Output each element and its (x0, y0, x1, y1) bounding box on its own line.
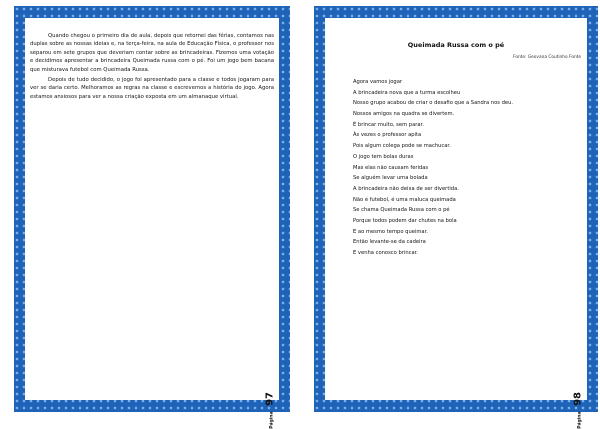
right-page (314, 6, 598, 429)
poem-line: Nossos amigos na quadra se divertem. (353, 111, 455, 118)
story-paragraph-2: Depois de tudo decidido, o jogo foi apresentado para a classe e todos jogaram para ver se daria certo. Melhoramos as regras na classe e escrevemos a história do jogo. Agora estamos ansiosos para ver a nossa criação exposta em um almanaque virtual. (30, 77, 274, 100)
poem-source: Fonte: Geovana Coutinho Fonte (513, 55, 581, 60)
story-text (30, 32, 274, 103)
right-page-content (325, 18, 587, 429)
poem-line: Às vezes o professor apita (353, 132, 422, 139)
page-number-left (258, 392, 277, 429)
poem (353, 77, 513, 259)
poem-line: A brincadeira não deixa de ser divertida. (353, 185, 459, 192)
poem-line: Se chama Queimada Russa com o pé (353, 207, 450, 214)
left-page-content (25, 18, 279, 429)
poem-line: É brincar muito, sem parar. (353, 121, 424, 128)
page-number-value: 97 (265, 392, 276, 406)
poem-line: Se alguém levar uma bolada (353, 175, 428, 182)
page-label: Página (578, 411, 583, 429)
poem-title: Queimada Russa com o pé (407, 41, 505, 49)
poem-line: O jogo tem bolas duras (353, 153, 414, 160)
page-label: Página (270, 411, 275, 429)
left-page (14, 6, 290, 429)
poem-line: Pois algum colega pode se machucar. (353, 143, 451, 150)
poem-line: Mas elas não causam feridas (353, 164, 429, 171)
poem-line: Agora vamos jogar (353, 79, 403, 85)
poem-line: E ao mesmo tempo queimar. (353, 228, 428, 235)
story-paragraph-1: Quando chegou o primeiro dia de aula, depois que retornei das férias, contamos nas duplas sobre as nossas ideias e, na terça-feira, na aula de Educação Física, o professor nos separou em sete grupos que deveriam contar sobre as brincadeiras. Fizemos uma votação e decidimos apresentar a brincadeira Queimada russa com o pé. Foi um jogo bem bacana que misturava futebol com Queimada Russa. (30, 33, 274, 73)
poem-line: A brincadeira nova que a turma escolheu (353, 89, 461, 96)
page-number-value: 98 (573, 392, 584, 406)
poem-line: Então levante-se da cadeira (353, 239, 426, 246)
poem-line: Porque todos podem dar chutes na bola (353, 217, 457, 224)
page-number-right (566, 392, 585, 429)
poem-line: Não é futebol, é uma maluca queimada (353, 196, 456, 203)
poem-line: Nosso grupo acabou de criar o desafio que a Sandra nos deu. (353, 100, 514, 107)
poem-line: E venha conosco brincar. (353, 250, 418, 256)
